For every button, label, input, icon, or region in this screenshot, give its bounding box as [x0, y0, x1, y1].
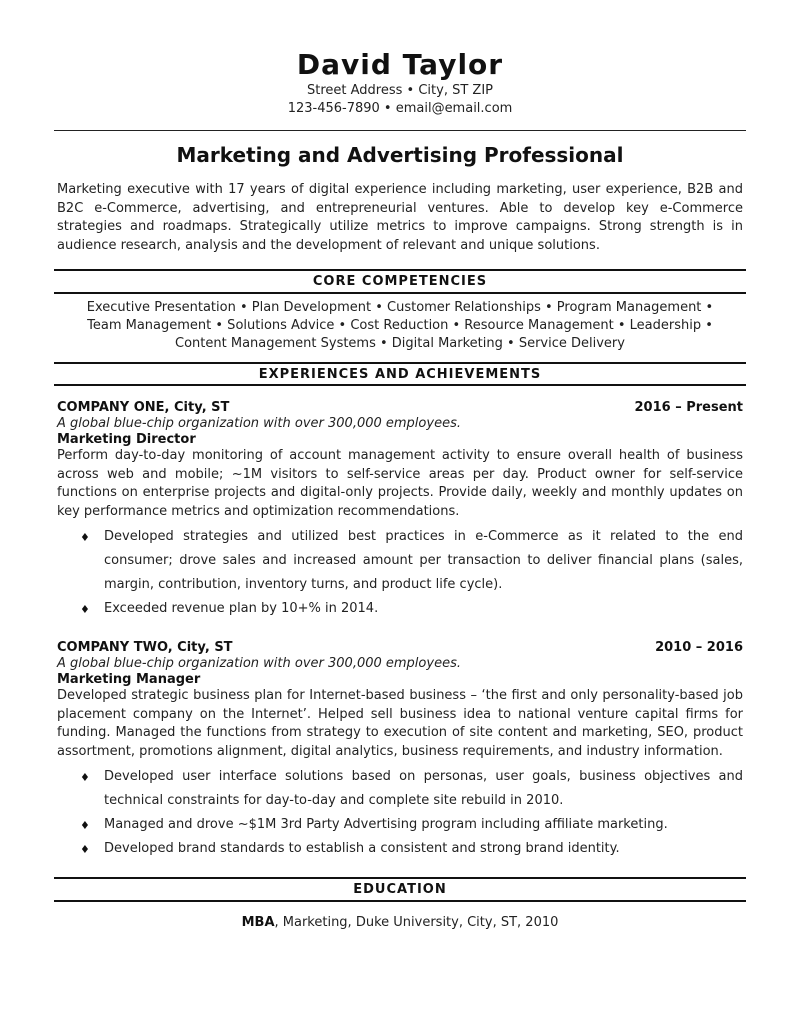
job-bullet: Developed user interface solutions based on personas, user goals, business objectives and technical constraints for day-to-day and complete site rebuild in 2010. [104, 769, 743, 808]
professional-headline: Marketing and Advertising Professional [176, 143, 624, 167]
job-dates: 2010 – 2016 [655, 640, 743, 655]
experience-top-rule [54, 362, 746, 364]
education-degree: MBA [241, 915, 275, 930]
address-line: Street Address • City, ST ZIP [307, 83, 493, 98]
job-role: Marketing Manager [57, 672, 201, 687]
competencies-title: CORE COMPETENCIES [312, 274, 488, 289]
job-bullet: Managed and drove ~$1M 3rd Party Advertising program including affiliate marketing. [104, 817, 668, 832]
job-description: A global blue-chip organization with over 300,000 employees. [57, 416, 461, 431]
job-description: A global blue-chip organization with over 300,000 employees. [57, 656, 461, 671]
education-top-rule [54, 877, 746, 879]
job-company: COMPANY TWO, City, ST [57, 640, 233, 655]
bullet-diamond-icon: ♦ [80, 531, 90, 544]
header-divider [54, 130, 746, 131]
bullet-diamond-icon: ♦ [80, 603, 90, 616]
education-bottom-rule [54, 900, 746, 902]
education-details: , Marketing, Duke University, City, ST, 2010 [274, 915, 559, 930]
job-bullet: Developed brand standards to establish a consistent and strong brand identity. [104, 841, 620, 856]
job-dates: 2016 – Present [634, 400, 743, 415]
job-company: COMPANY ONE, City, ST [57, 400, 230, 415]
competencies-line: Team Management • Solutions Advice • Cost Reduction • Resource Management • Leadership • [87, 318, 713, 333]
job-bullet: Exceeded revenue plan by 10+% in 2014. [104, 601, 379, 616]
bullet-diamond-icon: ♦ [80, 819, 90, 832]
bullet-diamond-icon: ♦ [80, 843, 90, 856]
job-role: Marketing Director [57, 432, 196, 447]
experience-title: EXPERIENCES AND ACHIEVEMENTS [258, 367, 542, 382]
experience-bottom-rule [54, 384, 746, 386]
education-title: EDUCATION [353, 882, 447, 897]
job-summary: Developed strategic business plan for Internet-based business – ‘the first and only personality-based job placement company on the Internet’. Helped sell business idea to national venture capital firms for funding. Managed the functions from strategy to execution of site content and marketing, SEO, product assortment, promotions alignment, digital analytics, business requirements, and industry information. [57, 688, 743, 759]
job-summary: Perform day-to-day monitoring of account management activity to ensure overall health of business across web and mobile; ~1M visitors to self-service areas per day. Product owner for self-service functions on enterprise projects and digital-only projects. Provide daily, weekly and monthly updates on key performance metrics and optimization recommendations. [57, 448, 743, 519]
contact-line: 123-456-7890 • email@email.com [287, 101, 513, 116]
competencies-line: Content Management Systems • Digital Marketing • Service Delivery [175, 336, 625, 351]
bullet-diamond-icon: ♦ [80, 771, 90, 784]
competencies-line: Executive Presentation • Plan Development • Customer Relationships • Program Management • [86, 300, 714, 315]
job-bullet: Developed strategies and utilized best practices in e-Commerce as it related to the end consumer; drove sales and increased amount per transaction to deliver financial plans (sales, margin, contribution, inventory turns, and product life cycle). [104, 529, 743, 592]
education-entry [0, 915, 800, 930]
professional-summary: Marketing executive with 17 years of digital experience including marketing, user experience, B2B and B2C e-Commerce, advertising, and entrepreneurial ventures. Able to develop key e-Commerce strategies and roadmaps. Strategically utilize metrics to improve campaigns. Strong strength is in audience research, analysis and the development of relevant and unique solutions. [57, 182, 743, 253]
competencies-bottom-rule [54, 292, 746, 294]
competencies-top-rule [54, 269, 746, 271]
candidate-name: David Taylor [296, 48, 504, 81]
